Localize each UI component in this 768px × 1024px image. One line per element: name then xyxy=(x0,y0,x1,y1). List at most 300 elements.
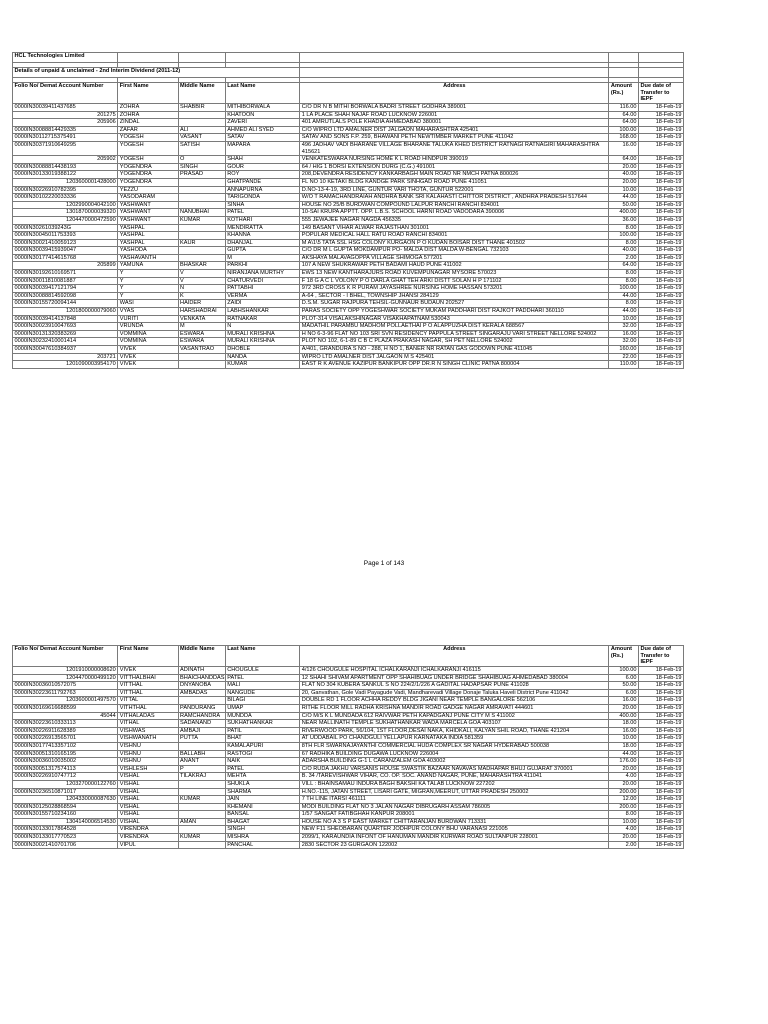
address-cell: D.NO-13-4-19, 3RD LINE, GUNTUR VARI THOTA, GUNTUR 522001 xyxy=(300,186,609,194)
last-name-cell: DHANJAL xyxy=(225,239,300,247)
due-date-cell: 18-Feb-19 xyxy=(639,277,684,285)
middle-name-cell xyxy=(178,194,225,202)
due-date-cell: 18-Feb-19 xyxy=(639,346,684,354)
first-name-cell: WASI xyxy=(118,300,178,308)
address-cell: NEAR MALLINATH TEMPLE SUKHATHANKAR WADA MARCELA GOA 403107 xyxy=(300,720,609,728)
folio-cell: 205902 xyxy=(13,156,118,164)
folio-cell: 1202990004042100 xyxy=(13,201,118,209)
last-name-cell: PATEL xyxy=(225,674,300,682)
table-row xyxy=(13,300,684,308)
due-date-cell: 18-Feb-19 xyxy=(639,141,684,155)
amount-cell: 18.00 xyxy=(609,720,639,728)
amount-cell: 8.00 xyxy=(609,277,639,285)
middle-name-cell: HARSHADRAI xyxy=(178,308,225,316)
table-row xyxy=(13,171,684,179)
middle-name-cell: SINGH xyxy=(178,163,225,171)
middle-name-cell xyxy=(178,826,225,834)
last-name-cell: NANDA xyxy=(225,353,300,361)
table-row xyxy=(13,247,684,255)
folio-cell: 1204330000087630 xyxy=(13,796,118,804)
middle-name-cell: M xyxy=(178,323,225,331)
first-name-cell: VISHWANATH xyxy=(118,735,178,743)
table-row xyxy=(13,750,684,758)
address-cell: 2099/1, KARAUNDIA INFONT OF HANUMAN MANDIR KURWAR ROAD SULTANPUR 228001 xyxy=(300,834,609,842)
middle-name-cell: PUTTA xyxy=(178,735,225,743)
table-row xyxy=(13,119,684,127)
last-name-cell: BANSAL xyxy=(225,811,300,819)
due-date-cell: 18-Feb-19 xyxy=(639,216,684,224)
amount-cell: 64.00 xyxy=(609,119,639,127)
address-cell: H.NO.-115, JATAN STREET, LISARI GATE, MIGRAN,MEERUT, UTTAR PRADESH 250002 xyxy=(300,788,609,796)
due-date-cell: 18-Feb-19 xyxy=(639,163,684,171)
address-cell: 555 JEWAJEE NAGAR NAGDA 456335 xyxy=(300,216,609,224)
address-cell: C/O WIPRO LTD AMALNER DIST JALGAON MAHARASHTRA 425401 xyxy=(300,126,609,134)
address-cell: ADARSHA BUILDING G-1 L CARANZALEM GOA 403002 xyxy=(300,758,609,766)
folio-cell: 1201800000079060 xyxy=(13,308,118,316)
folio-cell: 0000IN30039411437685 xyxy=(13,104,118,112)
first-name-cell: VISHAL xyxy=(118,803,178,811)
first-name-cell: Y xyxy=(118,270,178,278)
due-date-cell: 18-Feb-19 xyxy=(639,194,684,202)
due-date-cell: 18-Feb-19 xyxy=(639,254,684,262)
last-name-cell: JAIN xyxy=(225,796,300,804)
middle-name-cell: ALI xyxy=(178,126,225,134)
due-date-cell: 18-Feb-19 xyxy=(639,788,684,796)
folio-cell: 203721 xyxy=(13,353,118,361)
amount-cell: 8.00 xyxy=(609,811,639,819)
amount-cell: 100.00 xyxy=(609,285,639,293)
first-name-cell: VIRENDRA xyxy=(118,834,178,842)
amount-cell: 16.00 xyxy=(609,330,639,338)
middle-name-cell: N xyxy=(178,285,225,293)
first-name-cell: VITTHAL xyxy=(118,682,178,690)
table-row xyxy=(13,308,684,316)
middle-name-cell: V xyxy=(178,277,225,285)
address-cell: 208,DEVENDRA RESIDENCY KANKARBAGH MAIN ROAD NR NMCH PATNA 800026 xyxy=(300,171,609,179)
last-name-cell: CHOUGULE xyxy=(225,667,300,675)
address-cell: PLOT NO 102, 6-1-89 C B C PLAZA PRAKASH NAGAR, SH PET NELLORE 524002 xyxy=(300,338,609,346)
first-name-cell: YASHPAL xyxy=(118,232,178,240)
amount-cell: 100.00 xyxy=(609,232,639,240)
last-name-cell: MEHTA xyxy=(225,773,300,781)
first-name-cell: VISHNU xyxy=(118,758,178,766)
folio-cell: 201275 xyxy=(13,111,118,119)
first-name-cell: VISHAL xyxy=(118,796,178,804)
first-name-cell: VISHWAS xyxy=(118,727,178,735)
amount-cell: 36.00 xyxy=(609,216,639,224)
folio-cell: 0000IN30112715375491 xyxy=(13,134,118,142)
first-name-cell: VYAS xyxy=(118,308,178,316)
amount-cell: 12.00 xyxy=(609,796,639,804)
first-name-cell: VISHAL xyxy=(118,818,178,826)
first-name-cell: YASHWANT xyxy=(118,201,178,209)
middle-name-cell: AMAN xyxy=(178,818,225,826)
amount-cell: 176.00 xyxy=(609,758,639,766)
address-cell: EWS 13 NEW KANTHARAJURS ROAD KUVEMPUNAGAR MYSORE 570023 xyxy=(300,270,609,278)
header-last-name: Last Name xyxy=(225,83,300,104)
amount-cell: 8.00 xyxy=(609,239,639,247)
folio-cell: 0000IN30371910649295 xyxy=(13,141,118,155)
amount-cell: 200.00 xyxy=(609,803,639,811)
last-name-cell: UMAP xyxy=(225,704,300,712)
first-name-cell: VITHALADAS xyxy=(118,712,178,720)
last-name-cell: BHAGAT xyxy=(225,818,300,826)
first-name-cell: ZOHRA xyxy=(118,111,178,119)
address-cell: VILL : BHAINSAMAU INDURA BAGH BAKSHI KA TALAB LUCKNOW 227202 xyxy=(300,780,609,788)
due-date-cell: 18-Feb-19 xyxy=(639,315,684,323)
first-name-cell: VRUNDA xyxy=(118,323,178,331)
first-name-cell: VOMMINA xyxy=(118,330,178,338)
first-name-cell: YAMUNA xyxy=(118,262,178,270)
address-cell: A-64 , SECTOR - I BHEL, TOWNSHIP JHANSI 284129 xyxy=(300,292,609,300)
due-date-cell: 18-Feb-19 xyxy=(639,689,684,697)
due-date-cell: 18-Feb-19 xyxy=(639,134,684,142)
middle-name-cell xyxy=(178,353,225,361)
amount-cell: 8.00 xyxy=(609,300,639,308)
due-date-cell: 18-Feb-19 xyxy=(639,232,684,240)
due-date-cell: 18-Feb-19 xyxy=(639,111,684,119)
first-name-cell: VIVEK xyxy=(118,346,178,354)
middle-name-cell xyxy=(178,788,225,796)
table-row xyxy=(13,735,684,743)
due-date-cell: 18-Feb-19 xyxy=(639,361,684,369)
due-date-cell: 18-Feb-19 xyxy=(639,765,684,773)
amount-cell: 64.00 xyxy=(609,156,639,164)
first-name-cell: VISHAL xyxy=(118,773,178,781)
last-name-cell: GHATPANDE xyxy=(225,178,300,186)
amount-cell: 44.00 xyxy=(609,194,639,202)
header-amount: Amount (Rs.) xyxy=(609,646,639,667)
folio-cell: 0000IN30226911628389 xyxy=(13,727,118,735)
last-name-cell: SINHA xyxy=(225,201,300,209)
header-address: Address xyxy=(300,646,609,667)
last-name-cell: KHEMANI xyxy=(225,803,300,811)
last-name-cell: KAMALAPURI xyxy=(225,742,300,750)
first-name-cell: YOGESH xyxy=(118,141,178,155)
middle-name-cell: DNYANOBA xyxy=(178,682,225,690)
table-header xyxy=(13,646,684,667)
first-name-cell: VIPUL xyxy=(118,841,178,849)
folio-cell: 0000IN30023910047693 xyxy=(13,323,118,331)
first-name-cell: YASHAVANTH xyxy=(118,254,178,262)
header-last-name: Last Name xyxy=(225,646,300,667)
middle-name-cell: SADANAND xyxy=(178,720,225,728)
address-cell: B. 34 /TAREVISHWAR VIHAR, CO. OP. SOC. ANAND NAGAR, PUNE, MAHARASHTRA 411041 xyxy=(300,773,609,781)
middle-name-cell xyxy=(178,232,225,240)
table-row xyxy=(13,224,684,232)
table-row xyxy=(13,216,684,224)
folio-cell: 0000IN30021410059123 xyxy=(13,239,118,247)
middle-name-cell: ADINATH xyxy=(178,667,225,675)
amount-cell: 8.00 xyxy=(609,224,639,232)
table-row xyxy=(13,186,684,194)
address-cell: AKSHAYA MALAVAGOPPA VILLAGE SHIMOGA 577201 xyxy=(300,254,609,262)
first-name-cell: VITTAL xyxy=(118,697,178,705)
amount-cell: 10.00 xyxy=(609,818,639,826)
first-name-cell: VISHLESH xyxy=(118,765,178,773)
address-cell: 10-SAI KRUPA APPTT. OPP. L.B.S. SCHOOL HARNI ROAD VADODARA 390006 xyxy=(300,209,609,217)
address-cell: 2830 SECTOR 23 GURGAON 122002 xyxy=(300,841,609,849)
address-cell: 107 A NEW SHUKRAWAR PETH BADAMI HAUD PUNE 411002 xyxy=(300,262,609,270)
address-cell: F 18 G A C L VOLONY P O DARLA GHAT TEH ARKI DISTT SOLAN H P 171102 xyxy=(300,277,609,285)
due-date-cell: 18-Feb-19 xyxy=(639,262,684,270)
folio-cell: 0000IN30125028868594 xyxy=(13,803,118,811)
amount-cell: 6.00 xyxy=(609,689,639,697)
table-row xyxy=(13,796,684,804)
amount-cell: 22.00 xyxy=(609,353,639,361)
last-name-cell: SHARMA xyxy=(225,788,300,796)
first-name-cell: YEZZU xyxy=(118,186,178,194)
due-date-cell: 18-Feb-19 xyxy=(639,750,684,758)
folio-cell: 0000IN30169616688599 xyxy=(13,704,118,712)
middle-name-cell: PRASAD xyxy=(178,171,225,179)
amount-cell: 100.00 xyxy=(609,126,639,134)
middle-name-cell: AMBADAS xyxy=(178,689,225,697)
first-name-cell: VISHAL xyxy=(118,788,178,796)
address-cell: 67 RADHIKA BUILDING DUGAWA LUCKNOW 226004 xyxy=(300,750,609,758)
middle-name-cell: V xyxy=(178,270,225,278)
folio-cell: 0000IN30051317574113 xyxy=(13,765,118,773)
first-name-cell: VIRENDRA xyxy=(118,826,178,834)
table-row xyxy=(13,346,684,354)
first-name-cell: YASHODA xyxy=(118,247,178,255)
page-number: Page 1 of 143 xyxy=(363,560,405,567)
amount-cell: 20.00 xyxy=(609,765,639,773)
middle-name-cell: P xyxy=(178,765,225,773)
address-cell: FL NO 10 KETAKI BLDG KANDGE PARK SINHGAD ROAD PUNE 411051 xyxy=(300,178,609,186)
amount-cell: 20.00 xyxy=(609,780,639,788)
table-row xyxy=(13,803,684,811)
folio-cell: 1203600001497570 xyxy=(13,697,118,705)
last-name-cell: SATAV xyxy=(225,134,300,142)
due-date-cell: 18-Feb-19 xyxy=(639,126,684,134)
first-name-cell: YOGESH xyxy=(118,134,178,142)
middle-name-cell xyxy=(178,119,225,127)
due-date-cell: 18-Feb-19 xyxy=(639,818,684,826)
amount-cell: 20.00 xyxy=(609,704,639,712)
address-cell: 1 LA PLACE SHAH NAJAF ROAD LUCKNOW 226001 xyxy=(300,111,609,119)
table-row xyxy=(13,126,684,134)
folio-cell: 0000IN30177414615768 xyxy=(13,254,118,262)
due-date-cell: 18-Feb-19 xyxy=(639,796,684,804)
last-name-cell: GOUR xyxy=(225,163,300,171)
middle-name-cell xyxy=(178,811,225,819)
table-row xyxy=(13,232,684,240)
first-name-cell: VISHNU xyxy=(118,742,178,750)
table-row xyxy=(13,727,684,735)
amount-cell: 50.00 xyxy=(609,682,639,690)
folio-cell: 0000IN30039417121794 xyxy=(13,285,118,293)
due-date-cell: 18-Feb-19 xyxy=(639,704,684,712)
header-first-name: First Name xyxy=(118,646,178,667)
amount-cell: 400.00 xyxy=(609,712,639,720)
table-row xyxy=(13,788,684,796)
address-cell: DOUBLE RD 1 FLOOR ACHHA REDDY BLDG JIGANI NEAR TEMPLE BANGALORE 562106 xyxy=(300,697,609,705)
folio-cell: 0000IN30039415939047 xyxy=(13,247,118,255)
last-name-cell: NAIK xyxy=(225,758,300,766)
middle-name-cell xyxy=(178,224,225,232)
amount-cell: 160.00 xyxy=(609,346,639,354)
due-date-cell: 18-Feb-19 xyxy=(639,156,684,164)
amount-cell: 400.00 xyxy=(609,209,639,217)
due-date-cell: 18-Feb-19 xyxy=(639,323,684,331)
last-name-cell: GUPTA xyxy=(225,247,300,255)
amount-cell: 8.00 xyxy=(609,270,639,278)
folio-cell: 1203600001428000 xyxy=(13,178,118,186)
table-row xyxy=(13,361,684,369)
amount-cell: 16.00 xyxy=(609,141,639,155)
due-date-cell: 18-Feb-19 xyxy=(639,224,684,232)
first-name-cell: VOMMINA xyxy=(118,338,178,346)
table-row xyxy=(13,178,684,186)
folio-cell: 0000IN30261039243G xyxy=(13,224,118,232)
folio-cell: 205899 xyxy=(13,262,118,270)
folio-cell: 0000IN30045011753393 xyxy=(13,232,118,240)
folio-cell: 0000IN30236510871017 xyxy=(13,788,118,796)
due-date-cell: 18-Feb-19 xyxy=(639,104,684,112)
table-row xyxy=(13,765,684,773)
last-name-cell: KHANNA xyxy=(225,232,300,240)
middle-name-cell xyxy=(178,742,225,750)
header-folio: Folio No/ Demat Account Number xyxy=(13,83,118,104)
middle-name-cell: ESWARA xyxy=(178,330,225,338)
last-name-cell: PATEL xyxy=(225,209,300,217)
table-header xyxy=(13,83,684,104)
middle-name-cell xyxy=(178,803,225,811)
last-name-cell: ROY xyxy=(225,171,300,179)
table-row xyxy=(13,758,684,766)
last-name-cell: KHATOON xyxy=(225,111,300,119)
last-name-cell: NANGUDE xyxy=(225,689,300,697)
folio-cell: 0000IN30021410701706 xyxy=(13,841,118,849)
amount-cell: 10.00 xyxy=(609,186,639,194)
table-row xyxy=(13,353,684,361)
first-name-cell: VIVEK xyxy=(118,361,178,369)
last-name-cell: KUMAR xyxy=(225,361,300,369)
address-cell: H NO 6-3-96 FLAT NO 103 SRI SVN RESIDENCY PAPPULA STREET SINGARAJU VARI STREET NELLORE 524002 xyxy=(300,330,609,338)
due-date-cell: 18-Feb-19 xyxy=(639,667,684,675)
middle-name-cell: VASANT xyxy=(178,134,225,142)
first-name-cell: ZINDAL xyxy=(118,119,178,127)
header-first-name: First Name xyxy=(118,83,178,104)
folio-cell: 0000IN30192610169571 xyxy=(13,270,118,278)
middle-name-cell: ESWARA xyxy=(178,338,225,346)
address-cell: MODI BUILDING FLAT NO 3 JALAN NAGAR DIBRUGARH ASSAM 786005 xyxy=(300,803,609,811)
amount-cell: 50.00 xyxy=(609,201,639,209)
middle-name-cell: O xyxy=(178,156,225,164)
folio-cell: 0000IN30133017864528 xyxy=(13,826,118,834)
middle-name-cell xyxy=(178,780,225,788)
address-cell: POPULAR MEDICAL HALL RATU ROAD RANCHI 834001 xyxy=(300,232,609,240)
header-middle-name: Middle Name xyxy=(178,83,225,104)
address-cell: 8TH FLR SWARNAJAYANTHI COMMERCIAL HUDA COMPLEX SR NAGAR HYDERABAD 500038 xyxy=(300,742,609,750)
address-cell: RIVERWOOD PARK, 56/104, 1ST FLOOR,DESAI NAKA, KHIDKALI, KALYAN SHIL ROAD, THANE 421204 xyxy=(300,727,609,735)
folio-cell: 1203270000122760 xyxy=(13,780,118,788)
amount-cell: 2.00 xyxy=(609,254,639,262)
table-row xyxy=(13,315,684,323)
last-name-cell: DHOBLE xyxy=(225,346,300,354)
folio-cell: 0000IN30177413357102 xyxy=(13,742,118,750)
folio-cell: 0000IN30011810081887 xyxy=(13,277,118,285)
last-name-cell: MAPARA xyxy=(225,141,300,155)
header-due-date: Due date of Transfer to IEPF xyxy=(639,646,684,667)
header-due-date: Due date of Transfer to IEPF xyxy=(639,83,684,104)
address-cell: C/O DR M L GUPTA MOKDAMPUR PO- MALDA DIST MALDA W-BENGAL 732103 xyxy=(300,247,609,255)
address-cell: PLOT-314 VISALAKSHINAGAR VISAKHAPATNAM 530043 xyxy=(300,315,609,323)
last-name-cell: KOTHARI xyxy=(225,216,300,224)
last-name-cell: PATEL xyxy=(225,765,300,773)
address-cell: HOUSE NO 25/B BURDWAN COMPOUND LALPUR RANCHI RANCHI 834001 xyxy=(300,201,609,209)
table-row xyxy=(13,720,684,728)
amount-cell: 2.00 xyxy=(609,841,639,849)
last-name-cell: NIRANJANA MURTHY xyxy=(225,270,300,278)
last-name-cell: MURALI KRISHNA xyxy=(225,338,300,346)
table-row xyxy=(13,201,684,209)
due-date-cell: 18-Feb-19 xyxy=(639,247,684,255)
amount-cell: 18.00 xyxy=(609,742,639,750)
address-cell: C/O M/S K L MUNDADA 612 RAIVWAR PETH KAPADGANJ PUNE CITY M S 411002 xyxy=(300,712,609,720)
middle-name-cell xyxy=(178,841,225,849)
table-row xyxy=(13,704,684,712)
folio-cell: 0000IN30133019388122 xyxy=(13,171,118,179)
address-cell: AT UDDABAIL PO CHANDGULI YELLAPUR KARNATAKA INDIA 581359 xyxy=(300,735,609,743)
due-date-cell: 18-Feb-19 xyxy=(639,353,684,361)
middle-name-cell: PANDURANG xyxy=(178,704,225,712)
middle-name-cell: BHASKAR xyxy=(178,262,225,270)
middle-name-cell: SHABBIR xyxy=(178,104,225,112)
middle-name-cell: TILAKRAJ xyxy=(178,773,225,781)
amount-cell: 10.00 xyxy=(609,735,639,743)
table-row xyxy=(13,682,684,690)
due-date-cell: 18-Feb-19 xyxy=(639,682,684,690)
first-name-cell: YASHWANT xyxy=(118,216,178,224)
first-name-cell: VIVEK xyxy=(118,667,178,675)
due-date-cell: 18-Feb-19 xyxy=(639,780,684,788)
first-name-cell: YOGENDRA xyxy=(118,178,178,186)
amount-cell: 32.00 xyxy=(609,323,639,331)
table-row xyxy=(13,156,684,164)
last-name-cell: SINGH xyxy=(225,826,300,834)
address-cell: PARAS SOCIETY OPP YOGESHWAR SOCIETY MUKAM PADDHARI DIST RAJKOT PADDHARI 360110 xyxy=(300,308,609,316)
due-date-cell: 18-Feb-19 xyxy=(639,773,684,781)
table-row xyxy=(13,834,684,842)
table-row xyxy=(13,104,684,112)
address-cell: 4/126 CHOUGULE HOSPITAL ICHALKARANJI ICHALKARANJI 416115 xyxy=(300,667,609,675)
amount-cell: 20.00 xyxy=(609,834,639,842)
last-name-cell: PARKHI xyxy=(225,262,300,270)
amount-cell: 116.00 xyxy=(609,104,639,112)
middle-name-cell: K xyxy=(178,292,225,300)
address-cell: 20, Ganvathan, Gole Vadi Payagude Vadi, Mandharevadi Village Donaje Taluka Haveli District Pune 411042 xyxy=(300,689,609,697)
last-name-cell: MUNDDA xyxy=(225,712,300,720)
dividend-sheet-page-1 xyxy=(12,52,684,369)
last-name-cell: MISHRA xyxy=(225,834,300,842)
address-cell: WIPRO LTD AMALNER DIST JALGAON M S 425401 xyxy=(300,353,609,361)
first-name-cell: Y xyxy=(118,285,178,293)
due-date-cell: 18-Feb-19 xyxy=(639,826,684,834)
middle-name-cell: AMBAJI xyxy=(178,727,225,735)
folio-cell: 1204470000499120 xyxy=(13,674,118,682)
table-row xyxy=(13,338,684,346)
last-name-cell: RASTOGI xyxy=(225,750,300,758)
middle-name-cell xyxy=(178,178,225,186)
address-cell: EAST R K AVENUE KAZIPUR BANKIPUR OPP DR.R N SINGH CLINIC PATNA 800004 xyxy=(300,361,609,369)
last-name-cell: PANCHAL xyxy=(225,841,300,849)
amount-cell: 4.00 xyxy=(609,826,639,834)
folio-cell: 1201090003954170 xyxy=(13,361,118,369)
due-date-cell: 18-Feb-19 xyxy=(639,308,684,316)
table-row xyxy=(13,697,684,705)
